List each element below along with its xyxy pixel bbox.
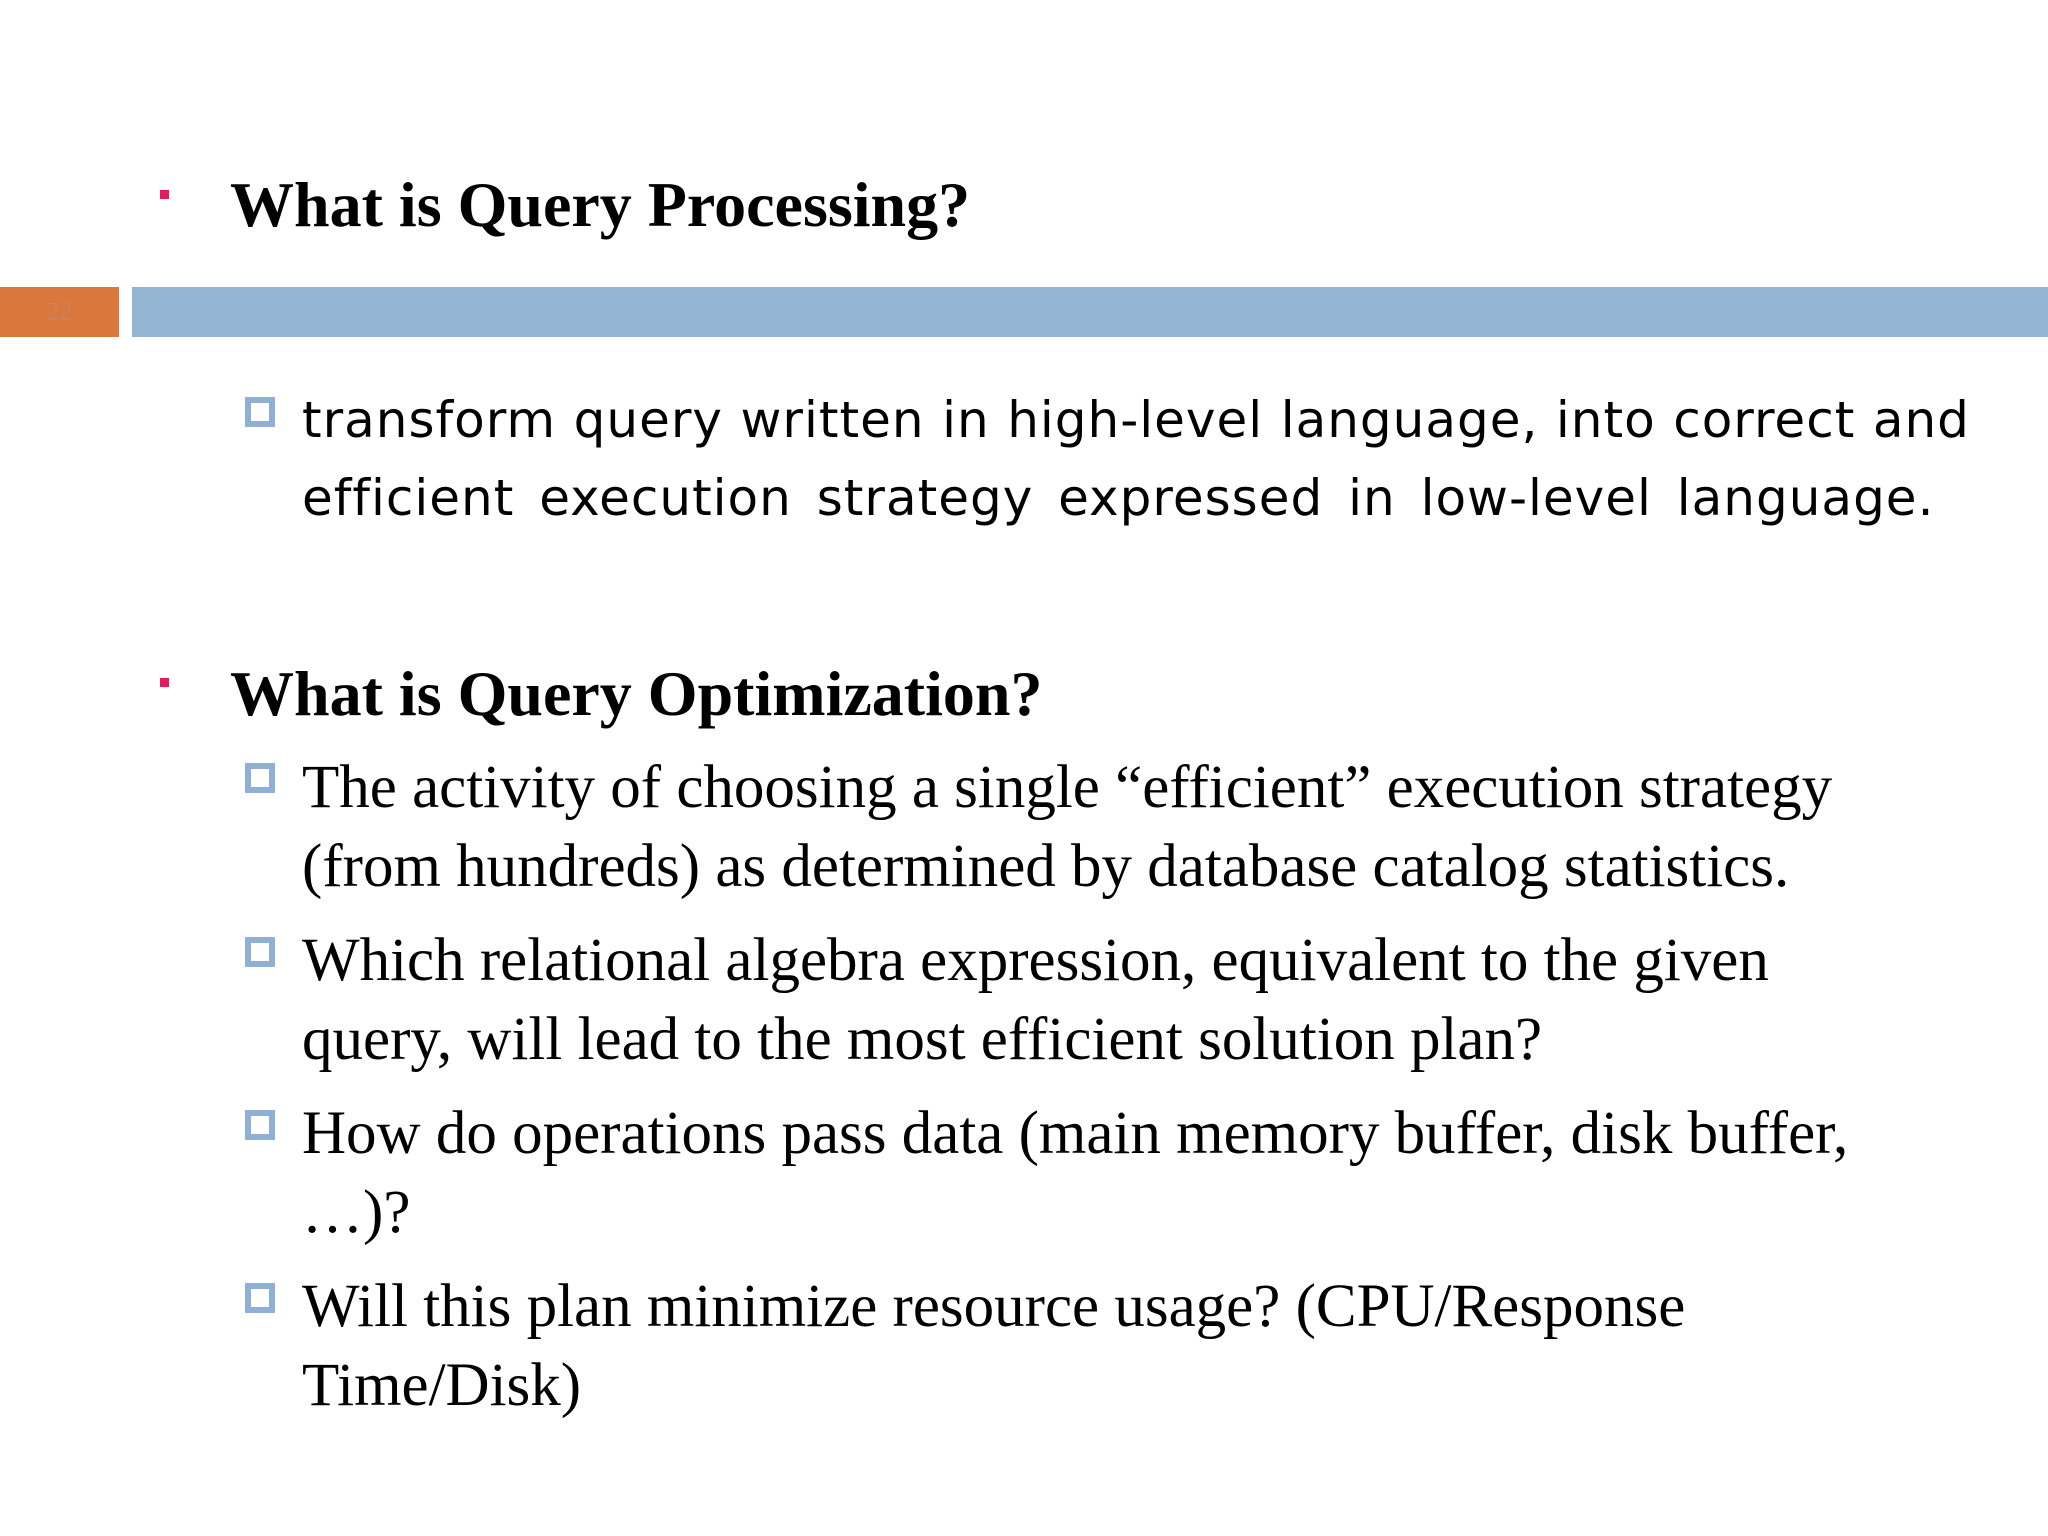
text-word: and: [1872, 391, 1970, 449]
text-word: correct: [1673, 391, 1856, 449]
bullet-text-resource-usage: [302, 1267, 1982, 1425]
heading-bullet-icon: [160, 678, 169, 687]
text-word: transform: [302, 391, 557, 449]
square-bullet-icon: [245, 1283, 275, 1313]
text-line: [302, 381, 1970, 459]
bullet-text-pass-data: [302, 1094, 1982, 1252]
heading-bullet-icon: [160, 190, 169, 199]
text-word: query: [573, 391, 723, 449]
text-line: How do operations pass data (main memory buffer, disk buffer,: [302, 1100, 1849, 1167]
bullet-text-query-processing-definition: [302, 381, 1982, 537]
section-heading-query-optimization: What is Query Optimization?: [230, 658, 1043, 729]
text-line: Time/Disk): [302, 1352, 582, 1419]
text-word: high-level: [1007, 391, 1264, 449]
square-bullet-icon: [245, 1110, 275, 1140]
text-line: The activity of choosing a single “efficient” execution strategy: [302, 754, 1833, 821]
text-line: efficient execution strategy expressed in low-level language.: [302, 469, 1935, 527]
title-divider-band: [132, 287, 2048, 337]
text-line: …)?: [302, 1179, 411, 1246]
text-line: Will this plan minimize resource usage? (CPU/Response: [302, 1273, 1686, 1340]
square-bullet-icon: [245, 763, 275, 793]
text-word: written: [740, 391, 925, 449]
bullet-text-optimization-activity: [302, 748, 1982, 906]
slide-number: 22: [46, 297, 73, 326]
text-word: into: [1555, 391, 1656, 449]
text-line: query, will lead to the most efficient solution plan?: [302, 1006, 1543, 1073]
text-word: language,: [1280, 391, 1539, 449]
text-line: (from hundreds) as determined by database catalog statistics.: [302, 833, 1790, 900]
section-heading-query-processing: What is Query Processing?: [230, 169, 971, 240]
square-bullet-icon: [245, 937, 275, 967]
text-word: in: [942, 391, 990, 449]
square-bullet-icon: [245, 397, 275, 427]
bullet-text-relational-algebra: [302, 921, 1982, 1079]
text-line: Which relational algebra expression, equivalent to the given: [302, 927, 1769, 994]
